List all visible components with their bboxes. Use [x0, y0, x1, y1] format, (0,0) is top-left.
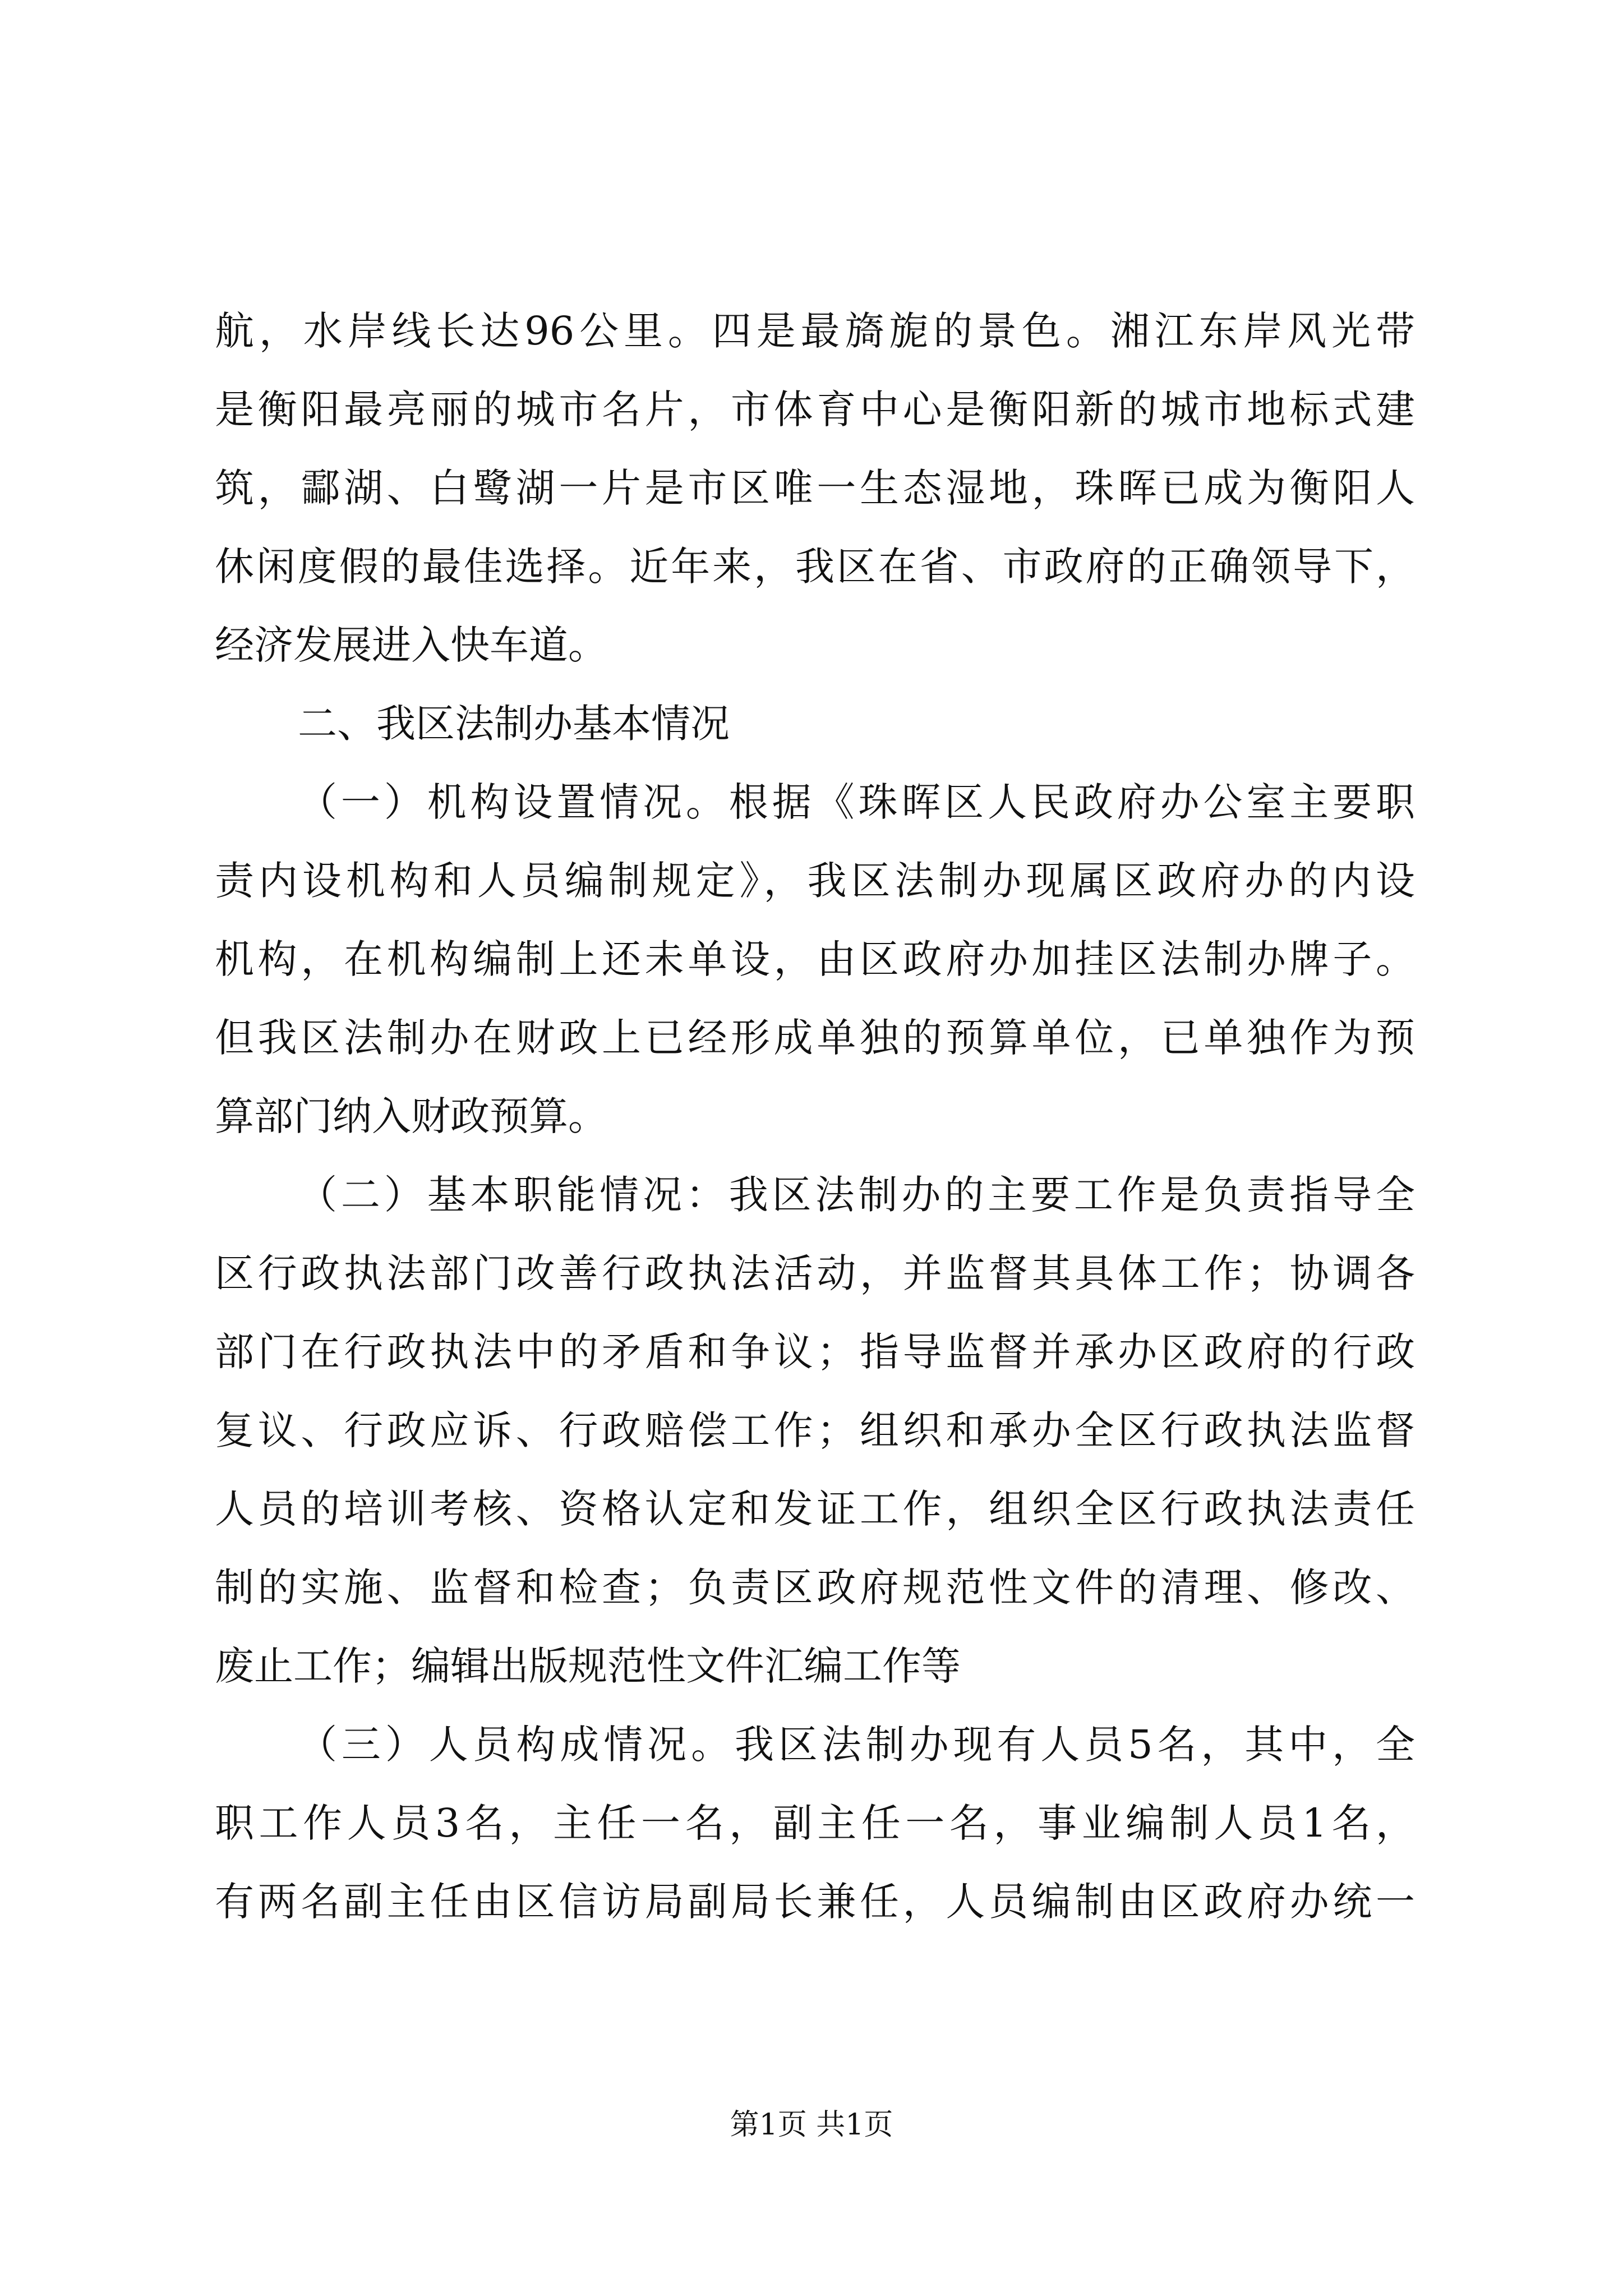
text-line: 区行政执法部门改善行政执法活动，并监督其具体工作；协调各 — [215, 1250, 1415, 1296]
text-line: 职工作人员3名，主任一名，副主任一名，事业编制人员1名， — [215, 1800, 1415, 1846]
text-line: 筑，酃湖、白鹭湖一片是市区唯一生态湿地，珠晖已成为衡阳人 — [215, 465, 1415, 511]
text-line: 有两名副主任由区信访局副局长兼任，人员编制由区政府办统一 — [215, 1879, 1415, 1925]
text-line: 责内设机构和人员编制规定》，我区法制办现属区政府办的内设 — [215, 858, 1415, 904]
text-line: 航，水岸线长达96公里。四是最旖旎的景色。湘江东岸风光带 — [215, 308, 1415, 354]
text-line: 部门在行政执法中的矛盾和争议；指导监督并承办区政府的行政 — [215, 1329, 1415, 1375]
heading-text: 二、我区法制办基本情况 — [298, 701, 730, 747]
text-line: 人员的培训考核、资格认定和发证工作，组织全区行政执法责任 — [215, 1486, 1415, 1532]
text-line: 是衡阳最亮丽的城市名片，市体育中心是衡阳新的城市地标式建 — [215, 386, 1415, 432]
document-body — [215, 292, 1415, 1941]
paragraph-organization — [215, 763, 1415, 1156]
text-line: （一）机构设置情况。根据《珠晖区人民政府办公室主要职 — [298, 779, 1415, 825]
page-number-label: 第1页 共1页 — [730, 2108, 893, 2142]
page-footer — [0, 2101, 1623, 2143]
paragraph-functions — [215, 1156, 1415, 1705]
text-line: 制的实施、监督和检查；负责区政府规范性文件的清理、修改、 — [215, 1565, 1415, 1611]
paragraph-staff — [215, 1705, 1415, 1941]
text-line: 机构，在机构编制上还未单设，由区政府办加挂区法制办牌子。 — [215, 936, 1415, 982]
text-line: 算部门纳入财政预算。 — [215, 1093, 607, 1139]
text-line: 复议、行政应诉、行政赔偿工作；组织和承办全区行政执法监督 — [215, 1407, 1415, 1453]
text-line: （三）人员构成情况。我区法制办现有人员5名，其中，全 — [298, 1722, 1415, 1768]
text-line: （二）基本职能情况：我区法制办的主要工作是负责指导全 — [298, 1172, 1415, 1218]
text-line: 废止工作；编辑出版规范性文件汇编工作等 — [215, 1643, 961, 1689]
text-line: 经济发展进入快车道。 — [215, 622, 607, 668]
section-heading — [215, 684, 1415, 763]
text-line: 休闲度假的最佳选择。近年来，我区在省、市政府的正确领导下， — [215, 544, 1415, 590]
text-line: 但我区法制办在财政上已经形成单独的预算单位，已单独作为预 — [215, 1015, 1415, 1061]
paragraph-scenery — [215, 292, 1415, 684]
